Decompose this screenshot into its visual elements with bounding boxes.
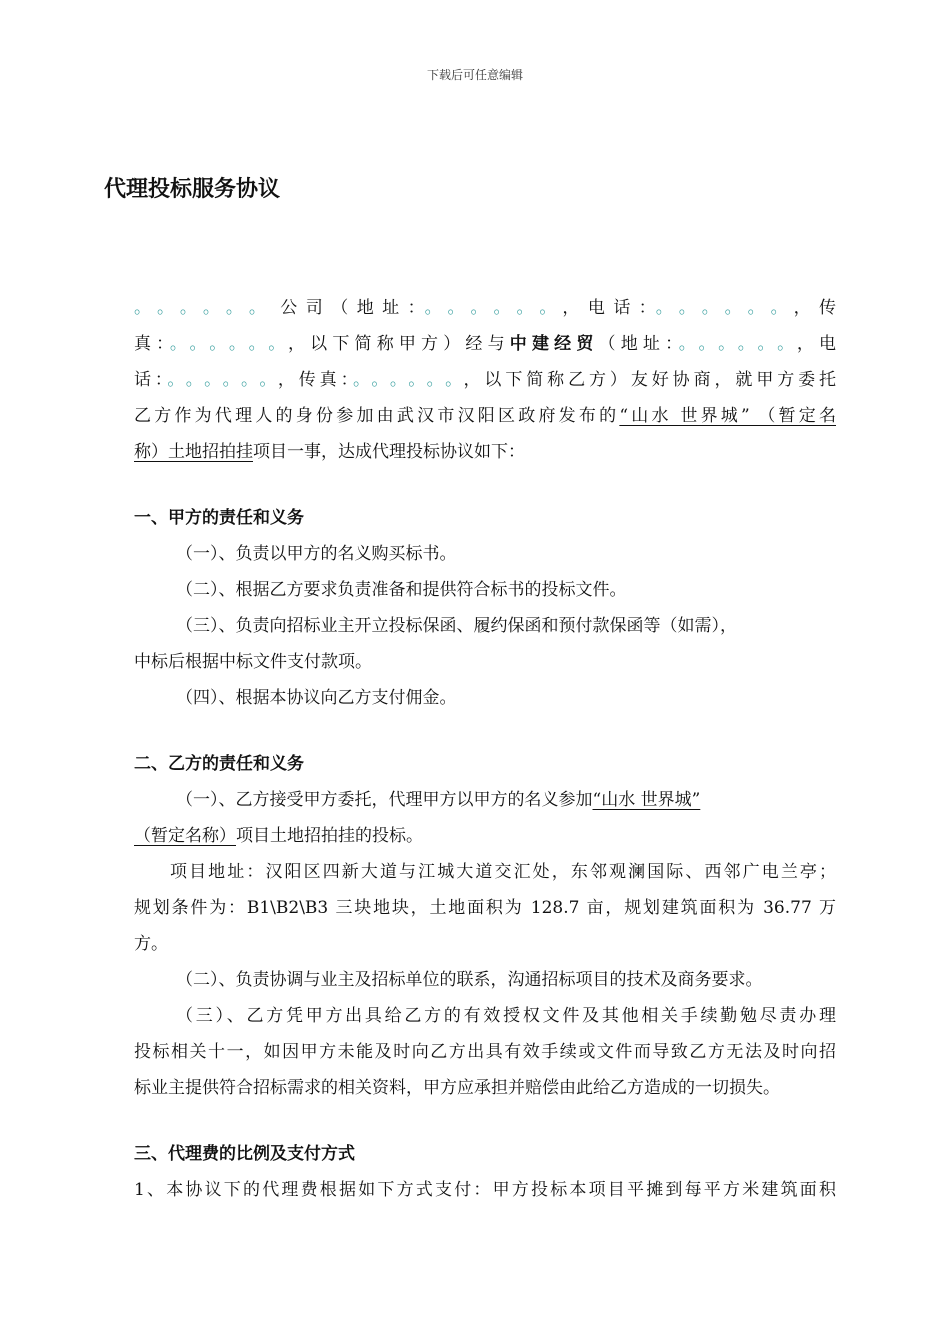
clause-text: （一）、乙方接受甲方委托，代理甲方以甲方的名义参加 bbox=[176, 790, 593, 810]
company-name: 中建经贸 bbox=[509, 334, 599, 354]
intro-text: ，以下简称甲方）经与 bbox=[287, 334, 510, 354]
blank-placeholder: 。。。。。。 bbox=[678, 334, 797, 354]
section-heading-3: 三、代理费的比例及支付方式 bbox=[134, 1144, 355, 1164]
page-header: 下载后可任意编辑 bbox=[426, 68, 523, 82]
blank-placeholder: 。。。。。。 bbox=[167, 370, 278, 390]
planning-conditions-end: 方。 bbox=[134, 934, 168, 954]
intro-text: 话： bbox=[134, 370, 168, 390]
clause-continued: 投标相关十一，如因甲方未能及时向乙方出具有效手续或文件而导致乙方无法及时向招 bbox=[134, 1042, 836, 1062]
section-heading-2: 二、乙方的责任和义务 bbox=[134, 754, 304, 774]
intro-text: ，传真： bbox=[277, 370, 354, 390]
document-title: 代理投标服务协议 bbox=[104, 177, 281, 202]
blank-placeholder: 。。。。。。 bbox=[655, 298, 794, 318]
project-name: 称）土地招拍挂 bbox=[134, 442, 253, 462]
clause-continued: 中标后根据中标文件支付款项。 bbox=[134, 652, 372, 672]
project-name: “山水 世界城” （暂定名 bbox=[619, 406, 836, 426]
clause: （三）、负责向招标业主开立投标保函、履约保函和预付款保函等（如需）， bbox=[176, 616, 737, 636]
intro-text: 项目一事，达成代理投标协议如下： bbox=[253, 442, 525, 462]
clause-continued bbox=[134, 818, 836, 854]
intro-text: ，电话： bbox=[562, 298, 656, 318]
intro-text: ，以下简称乙方）友好协商，就甲方委托 bbox=[463, 370, 837, 390]
document-body bbox=[134, 290, 836, 1208]
project-name: （暂定名称） bbox=[134, 826, 236, 846]
clause: （二）、根据乙方要求负责准备和提供符合标书的投标文件。 bbox=[176, 580, 627, 600]
blank-placeholder: 。。。。。。 bbox=[353, 370, 464, 390]
intro-line-1 bbox=[134, 290, 836, 326]
planning-conditions: 规划条件为：B1\B2\B3 三块地块，土地面积为 128.7 亩，规划建筑面积为 36.77 万 bbox=[134, 898, 836, 918]
clause-text: 项目土地招拍挂的投标。 bbox=[236, 826, 423, 846]
intro-text: （地址： bbox=[598, 334, 679, 354]
clause: （二）、负责协调与业主及招标单位的联系，沟通招标项目的技术及商务要求。 bbox=[176, 970, 763, 990]
intro-line-3 bbox=[134, 362, 836, 398]
intro-text: 乙方作为代理人的身份参加由武汉市汉阳区政府发布的 bbox=[134, 406, 620, 426]
intro-text: 公司（地址： bbox=[280, 298, 425, 318]
blank-placeholder: 。。。。。。 bbox=[424, 298, 563, 318]
clause bbox=[134, 782, 836, 818]
section-heading-1: 一、甲方的责任和义务 bbox=[134, 508, 304, 528]
intro-line-5 bbox=[134, 434, 836, 470]
clause: 1、本协议下的代理费根据如下方式支付：甲方投标本项目平摊到每平方米建筑面积 bbox=[134, 1180, 836, 1200]
clause: （三）、乙方凭甲方出具给乙方的有效授权文件及其他相关手续勤勉尽责办理 bbox=[176, 1006, 836, 1026]
intro-text: 真： bbox=[134, 334, 170, 354]
project-name: “山水 世界城” bbox=[592, 790, 701, 810]
blank-placeholder: 。。。。。。 bbox=[169, 334, 288, 354]
intro-line-4 bbox=[134, 398, 836, 434]
project-address: 项目地址：汉阳区四新大道与江城大道交汇处，东邻观澜国际、西邻广电兰亭； bbox=[170, 862, 836, 882]
blank-placeholder: 。。。。。。 bbox=[134, 298, 281, 318]
intro-line-2 bbox=[134, 326, 836, 362]
clause: （一）、负责以甲方的名义购买标书。 bbox=[176, 544, 457, 564]
intro-text: ，传 bbox=[793, 298, 837, 318]
clause: （四）、根据本协议向乙方支付佣金。 bbox=[176, 688, 457, 708]
intro-text: ，电 bbox=[796, 334, 837, 354]
clause-continued: 标业主提供符合招标需求的相关资料，甲方应承担并赔偿由此给乙方造成的一切损失。 bbox=[134, 1078, 780, 1098]
